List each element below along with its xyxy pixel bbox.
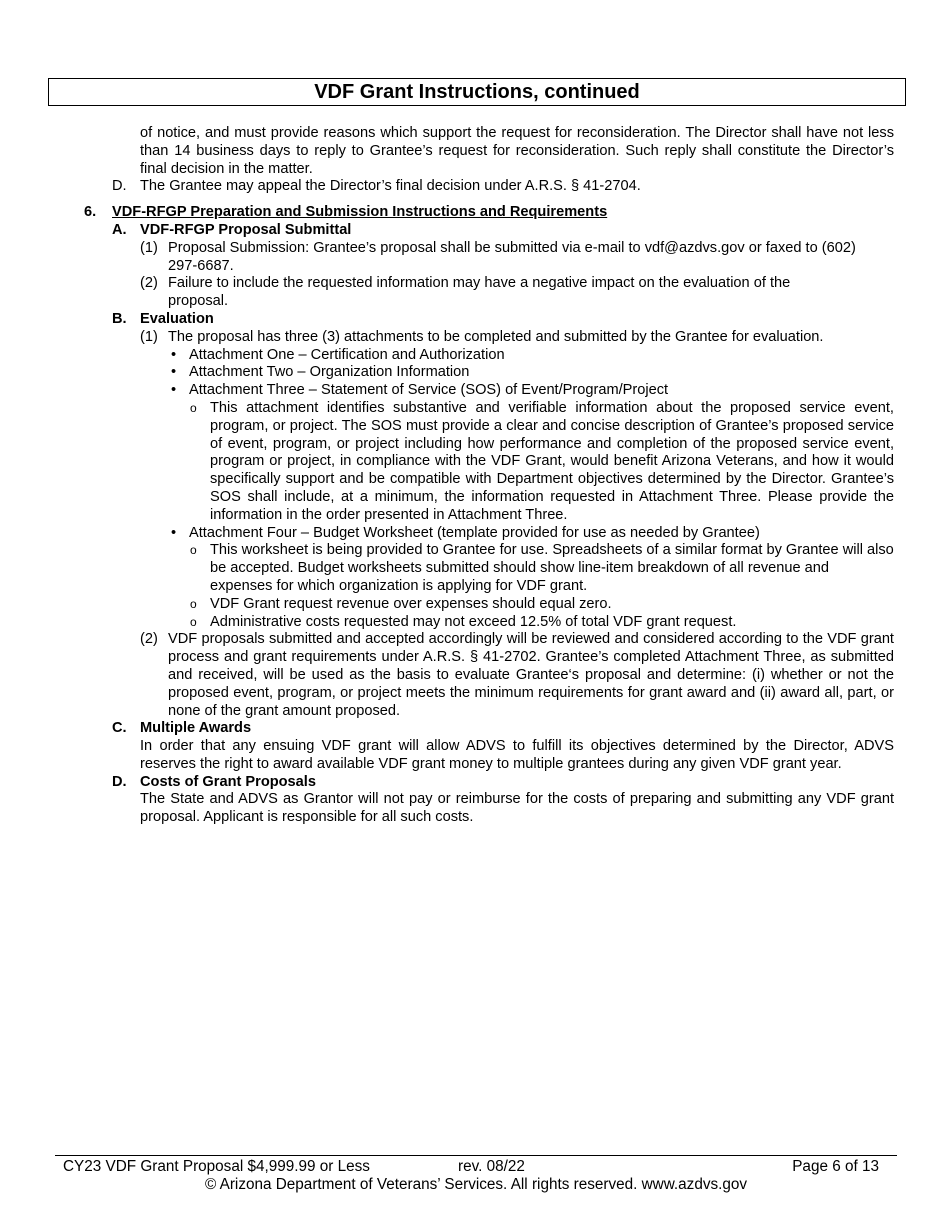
attachment-four-item — [171, 524, 894, 543]
attachment-three-description — [190, 399, 894, 525]
bullet-icon: • — [171, 364, 177, 381]
subsection-c-title: Multiple Awards — [140, 720, 252, 737]
page-title-text: VDF Grant Instructions, continued — [314, 80, 640, 103]
subsection-a-marker: A. — [112, 221, 127, 238]
sub-bullet-icon: o — [190, 596, 197, 611]
section-6-number: 6. — [84, 204, 97, 221]
footer-revision: rev. 08/22 — [458, 1158, 525, 1175]
subsection-d-marker: D. — [112, 773, 127, 790]
subsection-d-text: The State and ADVS as Grantor will not pay or reimburse for the costs of preparing and submitting any VDF grant proposal. Applicant is responsible for all such costs. — [140, 791, 894, 826]
sub-bullet-icon: o — [190, 543, 197, 558]
footer-page-number: Page 6 of 13 — [792, 1158, 879, 1175]
sub-bullet-icon: o — [190, 614, 197, 629]
subsection-a-item-1-text: Proposal Submission: Grantee’s proposal shall be submitted via e-mail to vdf@azdvs.gov or faxed to (602) 297-6687. — [168, 239, 856, 274]
subsection-b-item-1-marker: (1) — [140, 328, 158, 345]
attachment-four-note-3-text: Administrative costs requested may not exceed 12.5% of total VDF grant request. — [210, 613, 737, 630]
sub-bullet-icon: o — [190, 400, 197, 415]
attachment-four-note-2 — [190, 595, 894, 614]
subsection-a-item-2-marker: (2) — [140, 275, 158, 292]
item-d-marker: D. — [112, 178, 127, 195]
subsection-b-item-2-text: VDF proposals submitted and accepted accordingly will be reviewed and considered according to the VDF grant process and grant requirements under A.R.S. § 41-2702. Grantee’s completed Attachment Three, as submitted and received, will be used as the basis to evaluate Grantee‘s proposal and determine: (i) whether or not the proposed event, program, or project meets the minimum requirements for grant award and (ii) award all, part, or none of the grant amount proposed. — [168, 631, 894, 719]
attachment-three-item — [171, 382, 894, 400]
attachment-three-description-text: This attachment identifies substantive and verifiable information about the proposed service event, program, or project. The SOS must provide a clear and concise description of Grantee’s proposed service of event, program, or project including how performance and completion of the proposed service event, program or project, in compliance with the VDF Grant, would benefit Arizona Veterans, and how it would specifically support and be compatible with Department objectives determined by the Director. Grantee’s SOS shall include, at a minimum, the information requested in Attachment Three. Please provide the information in the order presented in Attachment Three. — [210, 399, 894, 523]
section-6-title: VDF-RFGP Preparation and Submission Instructions and Requirements — [112, 204, 608, 221]
continued-paragraph: of notice, and must provide reasons which support the request for reconsideration. The Director shall have not less than 14 business days to reply to Grantee’s request for reconsideration. Such reply shall constitute the Director’s final decision in the matter. — [140, 125, 894, 177]
page-title — [48, 78, 906, 106]
subsection-a-item-2 — [140, 275, 848, 311]
subsection-a-item-2-text: Failure to include the requested information may have a negative impact on the evaluation of the proposal. — [168, 275, 791, 310]
subsection-b-item-2-marker: (2) — [140, 631, 158, 648]
subsection-d-title: Costs of Grant Proposals — [140, 773, 316, 790]
subsection-a-item-1 — [140, 239, 868, 276]
attachment-four-note-1 — [190, 542, 894, 595]
subsection-c-text: In order that any ensuing VDF grant will allow ADVS to fulfill its objectives determined by the Director, ADVS reserves the right to award available VDF grant money to multiple grantees during any given VDF grant year. — [140, 738, 894, 772]
subsection-a-title: VDF-RFGP Proposal Submittal — [140, 221, 352, 238]
subsection-b-item-1-text: The proposal has three (3) attachments to be completed and submitted by the Grantee for evaluation. — [168, 328, 824, 345]
footer-document-name: CY23 VDF Grant Proposal $4,999.99 or Less — [63, 1158, 370, 1175]
item-d-appeal — [112, 178, 894, 196]
subsection-b-heading — [112, 310, 894, 329]
subsection-c-marker: C. — [112, 720, 127, 737]
attachment-one-item — [171, 346, 894, 365]
attachment-three-text: Attachment Three – Statement of Service (SOS) of Event/Program/Project — [189, 382, 669, 399]
subsection-b-item-2 — [140, 631, 894, 720]
subsection-b-item-1 — [140, 328, 894, 347]
bullet-icon: • — [171, 524, 177, 541]
attachment-four-note-2-text: VDF Grant request revenue over expenses should equal zero. — [210, 595, 612, 612]
attachment-four-note-1-text: This worksheet is being provided to Grantee for use. Spreadsheets of a similar format by Grantee will also be accepted. Budget worksheets submitted should show line-item breakdown of all revenue and expenses for which organization is applying for VDF grant. — [210, 542, 894, 594]
subsection-a-item-1-marker: (1) — [140, 239, 158, 256]
subsection-d-heading — [112, 773, 894, 792]
page-footer — [55, 1155, 897, 1194]
bullet-icon: • — [171, 382, 177, 399]
subsection-c-heading — [112, 720, 894, 738]
attachment-four-text: Attachment Four – Budget Worksheet (template provided for use as needed by Grantee) — [189, 524, 760, 541]
section-6-heading — [84, 204, 894, 222]
bullet-icon: • — [171, 346, 177, 363]
document-body — [0, 125, 950, 827]
subsection-b-marker: B. — [112, 310, 127, 327]
subsection-a-heading — [112, 221, 894, 240]
attachment-four-note-3 — [190, 613, 894, 632]
attachment-one-text: Attachment One – Certification and Authorization — [189, 346, 505, 363]
subsection-b-title: Evaluation — [140, 310, 214, 327]
item-d-text: The Grantee may appeal the Director’s final decision under A.R.S. § 41-2704. — [140, 178, 641, 195]
attachment-two-text: Attachment Two – Organization Information — [189, 364, 470, 381]
footer-copyright: © Arizona Department of Veterans’ Services. All rights reserved. www.azdvs.gov — [204, 1176, 748, 1193]
attachment-two-item — [171, 364, 894, 382]
